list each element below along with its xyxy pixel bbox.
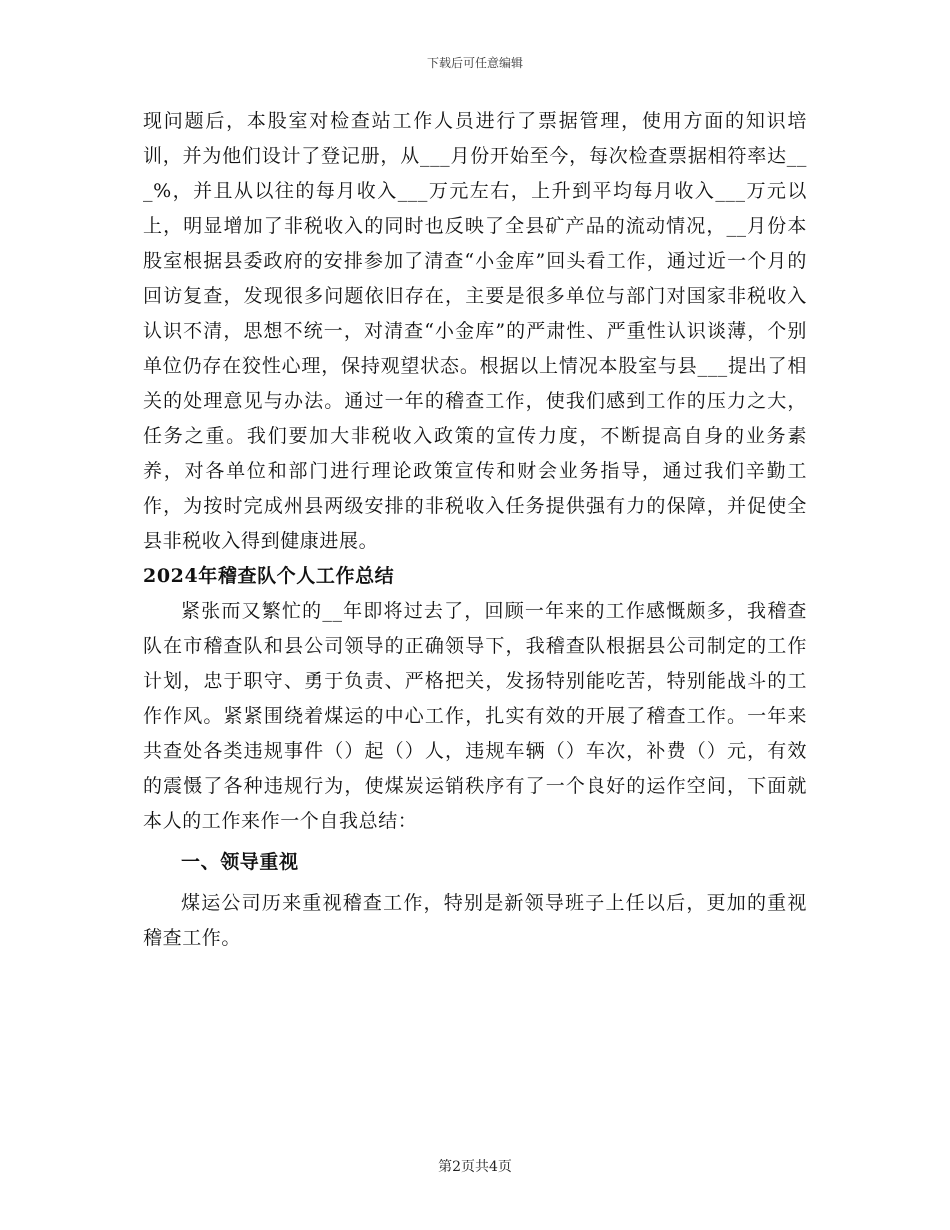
continuation-paragraph: 现问题后，本股室对检查站工作人员进行了票据管理，使用方面的知识培训，并为他们设计了登记册，从___月份开始至今，每次检查票据相符率达___%，并且从以往的每月收入___万元左右，上升到平均每月收入___万元以上，明显增加了非税收入的同时也反映了全县矿产品的流动情况，__月份本股室根据县委政府的安排参加了清查“小金库”回头看工作，通过近一个月的回访复查，发现很多问题依旧存在，主要是很多单位与部门对国家非税收入认识不清，思想不统一，对清查“小金库”的严肃性、严重性认识谈薄，个别单位仍存在狡性心理，保持观望状态。根据以上情况本股室与县___提出了相关的处理意见与办法。通过一年的稽查工作，使我们感到工作的压力之大，任务之重。我们要加大非税收入政策的宣传力度，不断提高自身的业务素养，对各单位和部门进行理论政策宣传和财会业务指导，通过我们辛勤工作，为按时完成州县两级安排的非税收入任务提供强有力的保障，并促使全县非税收入得到健康进展。 bbox=[143, 110, 807, 552]
leadership-paragraph: 煤运公司历来重视稽查工作，特别是新领导班子上任以后，更加的重视稽查工作。 bbox=[143, 892, 807, 949]
page-number: 第2页共4页 bbox=[438, 1159, 512, 1175]
document-body bbox=[143, 104, 807, 956]
subheading-leadership: 一、领导重视 bbox=[181, 851, 299, 873]
page-header: 下载后可任意编辑 bbox=[426, 56, 523, 70]
intro-paragraph: 紧张而又繁忙的__年即将过去了，回顾一年来的工作感慨颇多，我稽查队在市稽查队和县公司领导的正确领导下，我稽查队根据县公司制定的工作计划，忠于职守、勇于负责、严格把关，发扬特别能吃苦，特别能战斗的工作作风。紧紧围绕着煤运的中心工作，扎实有效的开展了稽查工作。一年来共查处各类违规事件（）起（）人，违规车辆（）车次，补费（）元，有效的震慑了各种违规行为，使煤炭运销秩序有了一个良好的运作空间，下面就本人的工作来作一个自我总结： bbox=[143, 600, 807, 832]
section-title: 2024年稽查队个人工作总结 bbox=[143, 565, 395, 587]
